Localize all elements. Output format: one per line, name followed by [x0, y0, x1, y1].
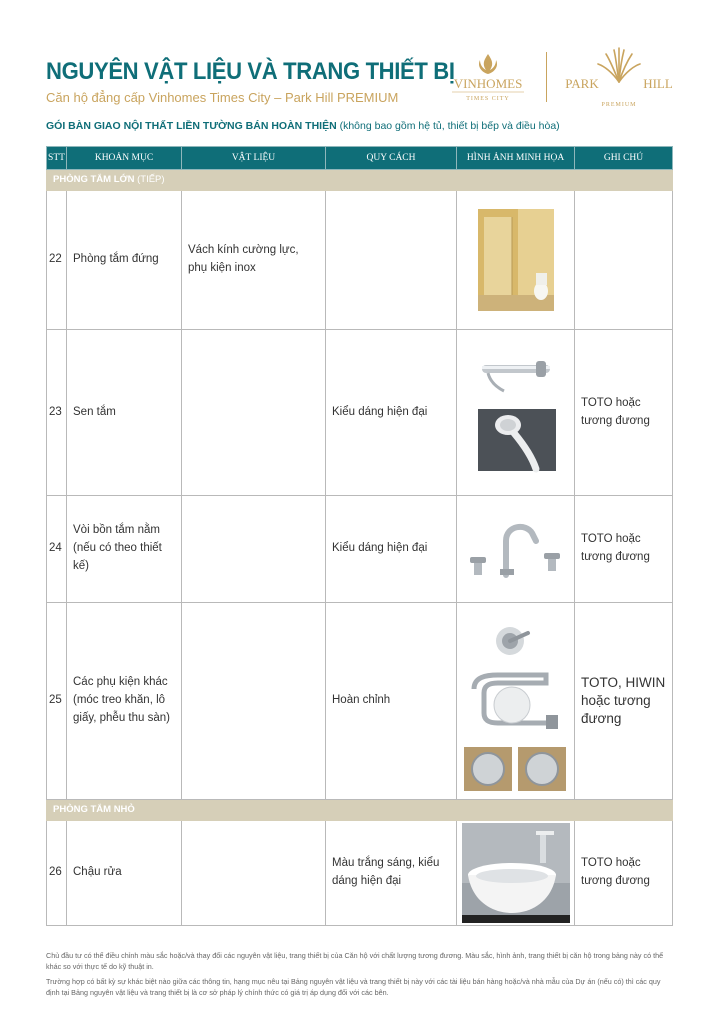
- parkhill-logo-subtext: PREMIUM: [601, 102, 637, 108]
- row-stt: 26: [47, 821, 67, 926]
- vinhomes-logo-subtext: TIMES CITY: [466, 96, 510, 102]
- row-image: [457, 496, 575, 603]
- col-header-material: VẬT LIỆU: [182, 147, 326, 170]
- row-spec: Hoàn chỉnh: [326, 603, 457, 800]
- col-header-stt: STT: [47, 147, 67, 170]
- table-header-row: [47, 147, 673, 170]
- row-spec: Màu trắng sáng, kiểu dáng hiện đại: [326, 821, 457, 926]
- col-header-note: GHI CHÚ: [575, 147, 673, 170]
- row-material: [182, 821, 326, 926]
- row-spec: [326, 191, 457, 330]
- section-heading: [46, 120, 560, 132]
- row-note: TOTO hoặc tương đương: [575, 330, 673, 496]
- row-note: [575, 191, 673, 330]
- col-header-spec: QUY CÁCH: [326, 147, 457, 170]
- parkhill-logo-text-right: HILL: [643, 76, 673, 91]
- vinhomes-bird-icon: [479, 54, 497, 74]
- basin-photo: [462, 823, 570, 923]
- table-row: [47, 603, 673, 800]
- col-header-item: KHOẢN MỤC: [67, 147, 182, 170]
- shower-room-photo: [478, 209, 554, 311]
- row-stt: 22: [47, 191, 67, 330]
- row-note: TOTO hoặc tương đương: [575, 821, 673, 926]
- group-label: [47, 170, 673, 191]
- col-header-image: HÌNH ẢNH MINH HỌA: [457, 147, 575, 170]
- group-label-text: PHÒNG TẮM LỚN: [53, 173, 135, 185]
- section-heading-bold: GÓI BÀN GIAO NỘI THẤT LIỀN TƯỜNG BÁN HOÀN THIỆN: [46, 120, 337, 132]
- group-label: [47, 800, 673, 821]
- group-row-large-bathroom: [47, 170, 673, 191]
- section-heading-note: (không bao gồm hệ tủ, thiết bị bếp và điều hòa): [339, 120, 560, 132]
- row-material: [182, 496, 326, 603]
- page-title: NGUYÊN VẬT LIỆU VÀ TRANG THIẾT BỊ: [46, 58, 455, 85]
- vinhomes-logo: [444, 50, 532, 104]
- table-row: [47, 496, 673, 603]
- parkhill-logo: [560, 46, 678, 108]
- row-stt: 23: [47, 330, 67, 496]
- row-material: Vách kính cường lực, phụ kiện inox: [182, 191, 326, 330]
- table-row: [47, 191, 673, 330]
- group-row-small-bathroom: [47, 800, 673, 821]
- row-item: Chậu rửa: [67, 821, 182, 926]
- vinhomes-logo-text: VINHOMES: [453, 76, 523, 91]
- parkhill-logo-text-left: PARK: [565, 76, 599, 91]
- page-subtitle: Căn hộ đẳng cấp Vinhomes Times City – Park Hill PREMIUM: [46, 90, 399, 105]
- row-item: Vòi bồn tắm nằm (nếu có theo thiết kế): [67, 496, 182, 603]
- group-label-suffix: (TIẾP): [137, 173, 165, 185]
- parkhill-fan-icon: [598, 48, 640, 82]
- row-material: [182, 330, 326, 496]
- footnote-1: Chủ đầu tư có thể điều chỉnh màu sắc hoặc/và thay đổi các nguyên vật liệu, trang thiết bị của Căn hộ với chất lượng tương đương. Màu sắc, hình ảnh, trang thiết bị căn hộ trong bảng này có thể khác so với thực tế do kỹ thuật in.: [46, 951, 664, 972]
- logo-divider: [546, 52, 547, 102]
- row-image: [457, 191, 575, 330]
- bathtub-faucet-photo: [468, 519, 564, 579]
- row-note: TOTO hoặc tương đương: [575, 496, 673, 603]
- shower-set-photo: [474, 349, 558, 477]
- row-stt: 25: [47, 603, 67, 800]
- row-spec: Kiểu dáng hiện đại: [326, 496, 457, 603]
- row-image: [457, 603, 575, 800]
- spec-table: [46, 146, 673, 926]
- row-note: TOTO, HIWIN hoặc tương đương: [575, 603, 673, 800]
- group-label-text: PHÒNG TẮM NHỎ: [53, 803, 135, 815]
- row-image: [457, 330, 575, 496]
- footnote-2: Trường hợp có bất kỳ sự khác biệt nào giữa các thông tin, hạng mục nêu tại Bảng nguyên vật liệu và trang thiết bị này với các tài liệu bán hàng hoặc/và nhà mẫu của Dự án (nếu có) thì các quy định tại Bảng nguyên vật liệu và trang thiết bị là cơ sở pháp lý chính thức có giá trị áp dụng đối với các bên.: [46, 977, 661, 998]
- row-spec: Kiểu dáng hiện đại: [326, 330, 457, 496]
- row-item: Phòng tắm đứng: [67, 191, 182, 330]
- row-stt: 24: [47, 496, 67, 603]
- row-image: [457, 821, 575, 926]
- table-row: [47, 330, 673, 496]
- row-item: Sen tắm: [67, 330, 182, 496]
- row-item: Các phụ kiện khác (móc treo khăn, lô giấy, phễu thu sàn): [67, 603, 182, 800]
- accessories-photo: [464, 611, 568, 791]
- table-row: [47, 821, 673, 926]
- row-material: [182, 603, 326, 800]
